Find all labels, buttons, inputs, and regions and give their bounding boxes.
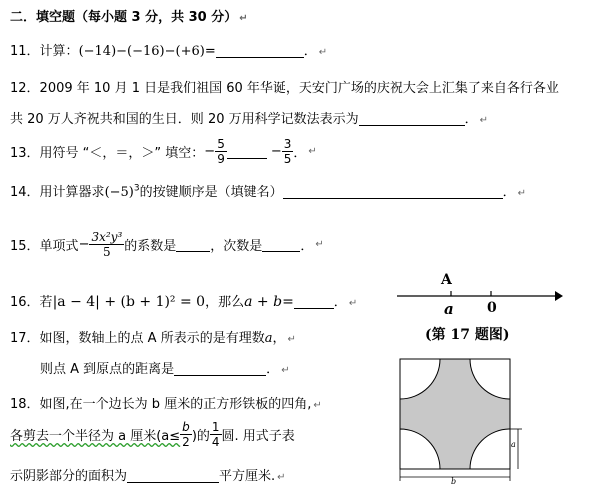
question-18-line2: 各剪去一个半径为 a 厘米(a≤ $\frac{b}{2}$ )的 $\frac{1}{4}$ 圆. 用式子表 <box>10 420 295 449</box>
return-mark-icon: ↵ <box>308 146 317 157</box>
arrow-right-icon <box>555 291 563 301</box>
answer-blank-14[interactable] <box>283 184 503 199</box>
side-b-label: b <box>451 477 457 486</box>
point-a-label: A <box>441 272 452 288</box>
question-12-line2: 共 20 万人齐祝共和国的生日．则 20 万用科学记数法表示为 ． ↵ <box>10 112 489 127</box>
answer-blank-11[interactable] <box>216 43 304 58</box>
question-16: 16．若|a − 4| + (b + 1)² = 0，那么a + b= ． ↵ <box>10 294 358 310</box>
return-mark-icon: ↵ <box>277 472 286 483</box>
return-mark-icon: ↵ <box>281 365 290 376</box>
number-line-figure <box>395 270 565 325</box>
return-mark-icon: ↵ <box>318 47 328 58</box>
answer-blank-17[interactable] <box>174 361 266 376</box>
figure-17-caption: (第 17 题图) <box>425 327 510 343</box>
a-label: a <box>444 300 454 318</box>
question-14: 14．用计算器求$(-5)^3$的按键顺序是（填键名） ． ↵ <box>10 183 527 200</box>
fraction-3-5: $\frac{3}{5}$ <box>283 137 292 166</box>
return-mark-icon: ↵ <box>313 400 322 411</box>
return-mark-icon: ↵ <box>315 239 324 250</box>
coefficient-blank[interactable] <box>176 237 210 252</box>
question-18-line1: 18．如图,在一个边长为 b 厘米的正方形铁板的四角, ↵ <box>10 397 322 412</box>
question-11: 11．计算：(−14)−(−16)−(+6)= ． ↵ <box>10 44 328 59</box>
question-13: 13．用符号 “＜，＝，＞” 填空：− $\frac{5}{9}$ − $\frac{3}{5}$ ． ↵ <box>10 137 317 166</box>
return-mark-icon: ↵ <box>517 188 527 199</box>
radius-a-label: a <box>511 440 516 449</box>
question-17-line2: 则点 A 到原点的距离是 ． ↵ <box>40 362 290 377</box>
return-mark-icon: ↵ <box>348 298 358 309</box>
square-figure <box>396 355 526 490</box>
question-17-line1: 17．如图，数轴上的点 A 所表示的是有理数a， ↵ <box>10 331 296 346</box>
degree-blank[interactable] <box>262 237 300 252</box>
question-15: 15．单项式− $\frac{\text{3x²y³}}{5}$ 的系数是 ，次数是 ． ↵ <box>10 230 324 259</box>
return-mark-icon: ↵ <box>239 13 248 24</box>
question-12-line1: 12．2009 年 10 月 1 日是我们祖国 60 年华诞，天安门广场的庆祝大会上汇集了来自各行各业 <box>10 81 559 96</box>
return-mark-icon: ↵ <box>479 115 489 126</box>
return-mark-icon: ↵ <box>287 334 296 345</box>
answer-blank-16[interactable] <box>294 294 334 309</box>
fraction-1-4: $\frac{1}{4}$ <box>211 420 220 449</box>
fraction-b-2: $\frac{b}{2}$ <box>182 420 190 449</box>
section-title: 二．填空题（每小题 3 分，共 30 分） ↵ <box>10 10 248 25</box>
fraction-5-9: $\frac{5}{9}$ <box>217 137 225 166</box>
answer-blank-13[interactable] <box>227 144 267 159</box>
answer-blank-18[interactable] <box>127 468 219 483</box>
answer-blank-12[interactable] <box>359 111 465 126</box>
question-18-line3: 示阴影部分的面积为 平方厘米. ↵ <box>10 469 286 484</box>
monomial-fraction: $\frac{\text{3x²y³}}{5}$ <box>91 230 123 259</box>
origin-label: 0 <box>487 300 497 316</box>
